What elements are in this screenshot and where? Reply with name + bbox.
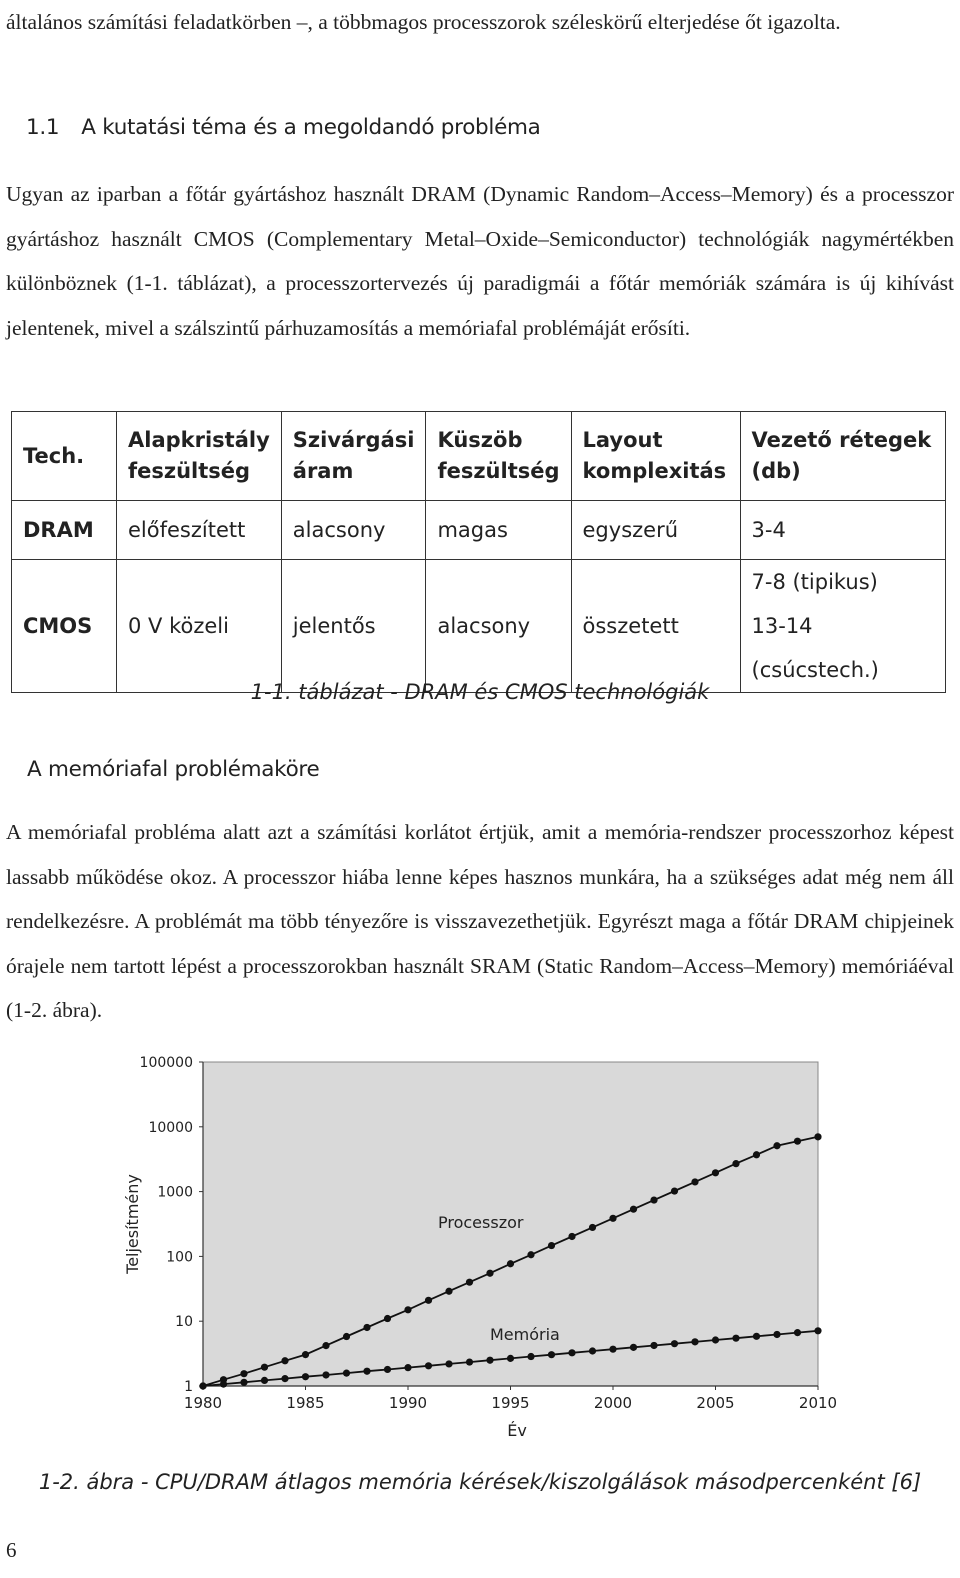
- data-point: [630, 1344, 637, 1351]
- subheading: A memóriafal problémaköre: [27, 757, 320, 782]
- data-point: [404, 1306, 411, 1313]
- y-axis-title: Teljesítmény: [123, 1174, 142, 1274]
- data-point: [794, 1138, 801, 1145]
- data-point: [240, 1379, 247, 1386]
- table-cell: magas: [426, 501, 571, 560]
- data-point: [650, 1196, 657, 1203]
- data-point: [548, 1351, 555, 1358]
- data-point: [322, 1342, 329, 1349]
- data-point: [609, 1346, 616, 1353]
- data-point: [486, 1270, 493, 1277]
- layers-value: 7-8 (tipikus): [751, 570, 878, 594]
- performance-chart: [100, 1040, 860, 1460]
- series-label: Memória: [490, 1325, 560, 1344]
- data-point: [671, 1340, 678, 1347]
- table-header-cell: Layout komplexitás: [571, 412, 740, 501]
- data-point: [753, 1151, 760, 1158]
- data-point: [712, 1336, 719, 1343]
- series-label: Processzor: [438, 1213, 524, 1232]
- table-header-row: [12, 412, 946, 501]
- table-cell-layers: [740, 501, 945, 560]
- data-point: [691, 1338, 698, 1345]
- data-point: [281, 1357, 288, 1364]
- data-point: [425, 1362, 432, 1369]
- data-point: [261, 1364, 268, 1371]
- section-title: A kutatási téma és a megoldandó probléma: [81, 115, 541, 140]
- data-point: [773, 1331, 780, 1338]
- technology-table: [11, 411, 946, 693]
- chart-svg: [100, 1040, 860, 1460]
- data-point: [384, 1366, 391, 1373]
- data-point: [548, 1242, 555, 1249]
- data-point: [199, 1382, 206, 1389]
- data-point: [261, 1377, 268, 1384]
- y-tick-label: 1: [184, 1379, 193, 1395]
- data-point: [302, 1351, 309, 1358]
- table-header-cell: Alapkristály feszültség: [117, 412, 282, 501]
- y-tick-label: 10: [175, 1314, 193, 1331]
- data-point: [527, 1353, 534, 1360]
- data-point: [363, 1324, 370, 1331]
- table-cell: alacsony: [281, 501, 426, 560]
- data-point: [466, 1279, 473, 1286]
- data-point: [322, 1371, 329, 1378]
- data-point: [814, 1327, 821, 1334]
- data-point: [343, 1370, 350, 1377]
- data-point: [220, 1380, 227, 1387]
- data-point: [363, 1368, 370, 1375]
- table-header-cell: Küszöb feszültség: [426, 412, 571, 501]
- x-tick-label: 1990: [388, 1394, 428, 1412]
- table-cell-layers: [740, 560, 945, 693]
- x-tick-label: 2010: [798, 1394, 838, 1412]
- data-point: [732, 1335, 739, 1342]
- table-cell: összetett: [571, 560, 740, 693]
- figure-caption: 1-2. ábra - CPU/DRAM átlagos memória kérések/kiszolgálások másodpercenként [6]: [38, 1470, 922, 1494]
- paragraph-memwall: A memóriafal probléma alatt azt a számítási korlátot értjük, amit a memória-rendszer processzorhoz képest lassabb működése okoz. A processzor hiába lenne képes hasznos munkára, ha a szükséges adat még nem áll rendelkezésre. A problémát ma több tényezőre is visszavezethetjük. Egyrészt maga a főtár DRAM chipjeinek órajele nem tartott lépést a processzorokban használt SRAM (Static Random–Access–Memory) memóriáéval (1-2. ábra).: [6, 820, 954, 1022]
- data-point: [671, 1187, 678, 1194]
- y-tick-label: 10000: [148, 1119, 193, 1136]
- data-point: [486, 1357, 493, 1364]
- page-number: 6: [6, 1538, 17, 1562]
- y-tick-label: 100000: [139, 1055, 193, 1071]
- table-cell: 0 V közeli: [117, 560, 282, 693]
- data-point: [568, 1349, 575, 1356]
- layers-value: 3-4: [751, 518, 786, 542]
- data-point: [630, 1206, 637, 1213]
- table-cell: előfeszített: [117, 501, 282, 560]
- data-point: [384, 1315, 391, 1322]
- section-number: 1.1: [26, 115, 60, 140]
- data-point: [814, 1133, 821, 1140]
- table-header-cell: Vezető rétegek (db): [740, 412, 945, 501]
- table-header-cell: Tech.: [12, 412, 117, 501]
- x-tick-label: 1995: [491, 1394, 530, 1412]
- paragraph-top: általános számítási feladatkörben –, a többmagos processzorok széleskörű elterjedése őt igazolta.: [6, 10, 841, 34]
- table-row: [12, 501, 946, 560]
- data-point: [753, 1333, 760, 1340]
- data-point: [732, 1160, 739, 1167]
- table-caption: 1-1. táblázat - DRAM és CMOS technológiák: [250, 680, 710, 704]
- data-point: [404, 1364, 411, 1371]
- data-point: [507, 1260, 514, 1267]
- layers-value: 13-14 (csúcstech.): [751, 614, 879, 682]
- table-cell: jelentős: [281, 560, 426, 693]
- table-row: [12, 560, 946, 693]
- table-cell: egyszerű: [571, 501, 740, 560]
- data-point: [691, 1178, 698, 1185]
- data-point: [568, 1233, 575, 1240]
- paragraph-intro: Ugyan az iparban a főtár gyártáshoz használt DRAM (Dynamic Random–Access–Memory) és a processzor gyártáshoz használt CMOS (Complementary Metal–Oxide–Semiconductor) technológiák nagymértékben különböznek (1-1. táblázat), a processzortervezés új paradigmái a főtár memóriák számára is új kihívást jelentenek, mivel a szálszintű párhuzamosítás a memóriafal problémáját erősíti.: [6, 182, 954, 340]
- table-cell-tech: CMOS: [12, 560, 117, 693]
- data-point: [281, 1375, 288, 1382]
- data-point: [589, 1347, 596, 1354]
- section-heading: [26, 115, 541, 140]
- data-point: [794, 1329, 801, 1336]
- table-header-cell: Szivárgási áram: [281, 412, 426, 501]
- data-point: [466, 1358, 473, 1365]
- x-tick-label: 2005: [696, 1394, 735, 1412]
- x-tick-label: 1980: [183, 1394, 223, 1412]
- data-point: [589, 1224, 596, 1231]
- data-point: [507, 1355, 514, 1362]
- data-point: [712, 1169, 719, 1176]
- data-point: [343, 1333, 350, 1340]
- data-point: [445, 1288, 452, 1295]
- x-axis-title: Év: [507, 1421, 527, 1440]
- data-point: [302, 1373, 309, 1380]
- y-tick-label: 1000: [157, 1184, 193, 1201]
- data-point: [650, 1342, 657, 1349]
- y-tick-label: 100: [166, 1249, 193, 1266]
- data-point: [445, 1360, 452, 1367]
- data-point: [609, 1215, 616, 1222]
- data-point: [240, 1370, 247, 1377]
- data-point: [527, 1251, 534, 1258]
- data-point: [773, 1142, 780, 1149]
- table-cell: alacsony: [426, 560, 571, 693]
- table-cell-tech: DRAM: [12, 501, 117, 560]
- data-point: [425, 1297, 432, 1304]
- x-tick-label: 2000: [593, 1394, 633, 1412]
- x-tick-label: 1985: [286, 1394, 325, 1412]
